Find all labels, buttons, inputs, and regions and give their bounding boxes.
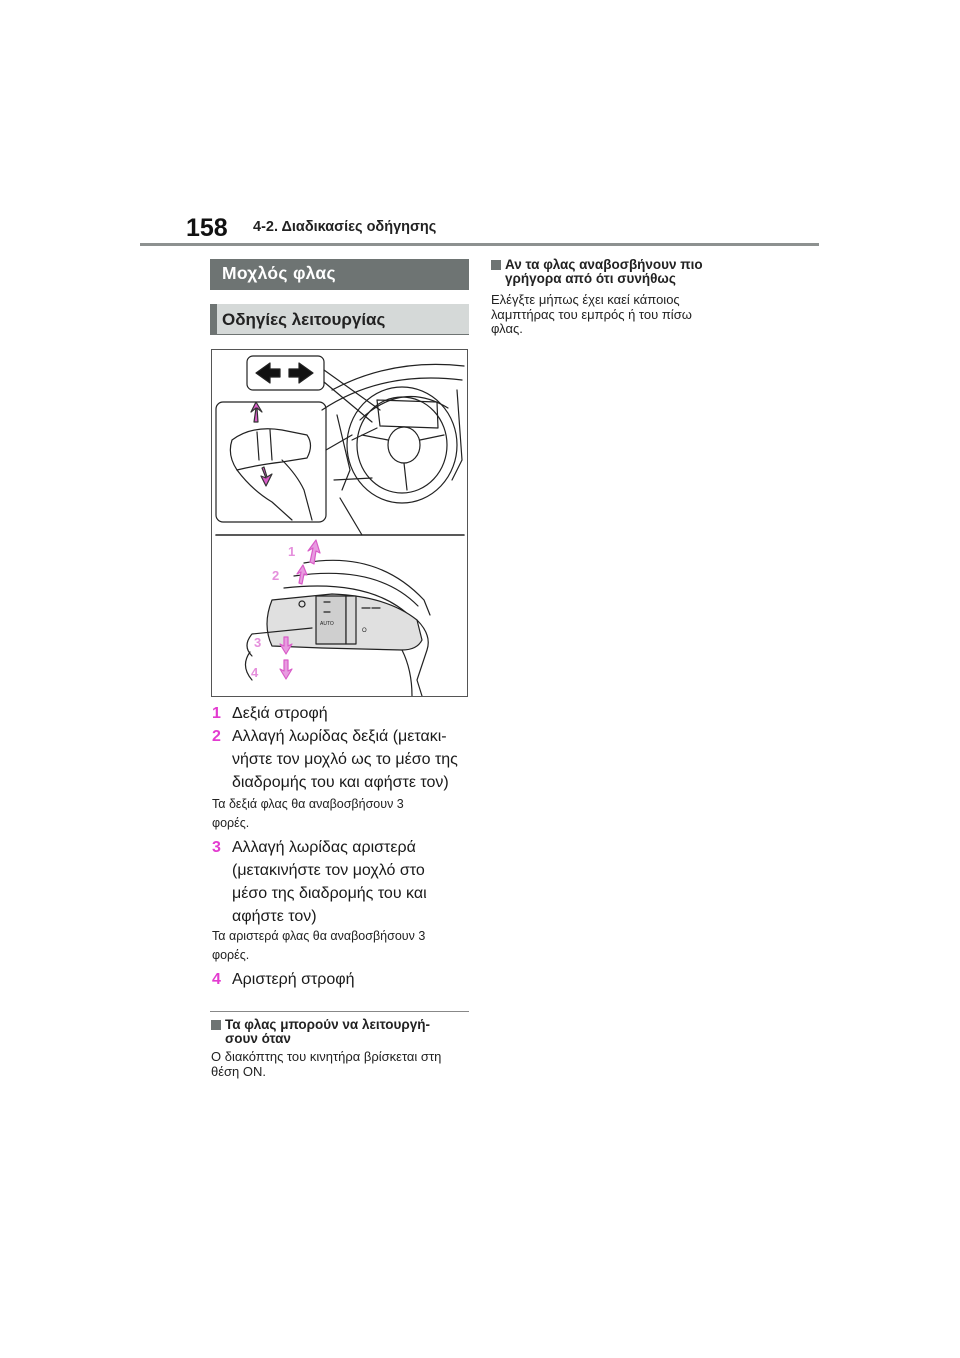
step-text: Αλλαγή λωρίδας δεξιά (μετακι- <box>232 728 447 745</box>
label-1: 1 <box>288 544 296 559</box>
label-3: 3 <box>254 635 262 650</box>
step-text: διαδρομής του και αφήστε τον) <box>232 774 449 791</box>
body-line: Ο διακόπτης του κινητήρα βρίσκεται στη <box>211 1049 442 1064</box>
square-bullet-icon <box>491 260 501 270</box>
section-title: 4-2. Διαδικασίες οδήγησης <box>253 219 437 235</box>
note-line: Τα δεξιά φλας θα αναβοσβήσουν 3 <box>212 797 404 811</box>
note-line: Τα αριστερά φλας θα αναβοσβήσουν 3 <box>212 929 426 943</box>
header-rule <box>140 243 819 246</box>
label-2: 2 <box>272 568 280 583</box>
switch-off-text: O <box>362 628 367 634</box>
page-title: Μοχλός φλας <box>222 263 336 283</box>
heading-line: γρήγορα από ότι συνήθως <box>505 271 676 286</box>
heading-line: σουν όταν <box>225 1031 291 1046</box>
step-text: Αλλαγή λωρίδας αριστερά <box>232 839 416 856</box>
heading-line: Τα φλας μπορούν να λειτουργή- <box>225 1017 430 1032</box>
body-line: θέση ΟΝ. <box>211 1063 267 1079</box>
step-number: 4 <box>212 971 221 988</box>
step-number: 1 <box>212 705 221 722</box>
note-line: φορές. <box>212 948 250 962</box>
step-text: Αριστερή στροφή <box>232 971 355 988</box>
body-line: λαμπτήρας του εμπρός ή του πίσω <box>491 306 692 322</box>
body-line: Ελέγξτε μήπως έχει καεί κάποιος <box>491 292 680 307</box>
step-text: Δεξιά στροφή <box>232 705 328 722</box>
square-bullet-icon <box>211 1020 221 1030</box>
label-4: 4 <box>251 665 259 680</box>
hand-inset <box>216 402 352 522</box>
info-body-operation <box>211 1050 469 1079</box>
info-heading-operation <box>211 1018 469 1048</box>
step-text: (μετακινήστε τον μοχλό στο <box>232 862 425 879</box>
step-number: 3 <box>212 839 221 856</box>
body-line: φλας. <box>491 321 523 336</box>
separator <box>210 1011 469 1012</box>
info-heading-fast-blink <box>491 258 751 288</box>
direction-arrows-callout <box>247 356 380 422</box>
lever-detail <box>245 540 430 696</box>
page-number: 158 <box>186 214 228 242</box>
subtitle: Οδηγίες λειτουργίας <box>222 310 386 329</box>
note-left-flash <box>212 927 467 965</box>
note-line: φορές. <box>212 816 250 830</box>
note-right-flash <box>212 795 467 833</box>
steering-wheel-drawing <box>322 364 464 535</box>
step-text: νήστε τον μοχλό ως το μέσο της <box>232 751 458 768</box>
lever-illustration <box>211 349 468 697</box>
switch-auto-text: AUTO <box>320 621 334 627</box>
heading-line: Αν τα φλας αναβοσβήνουν πιο <box>505 257 703 272</box>
step-text: αφήστε τον) <box>232 908 317 925</box>
step-number: 2 <box>212 728 221 745</box>
step-text: μέσο της διαδρομής του και <box>232 885 427 902</box>
info-body-fast-blink <box>491 293 726 337</box>
